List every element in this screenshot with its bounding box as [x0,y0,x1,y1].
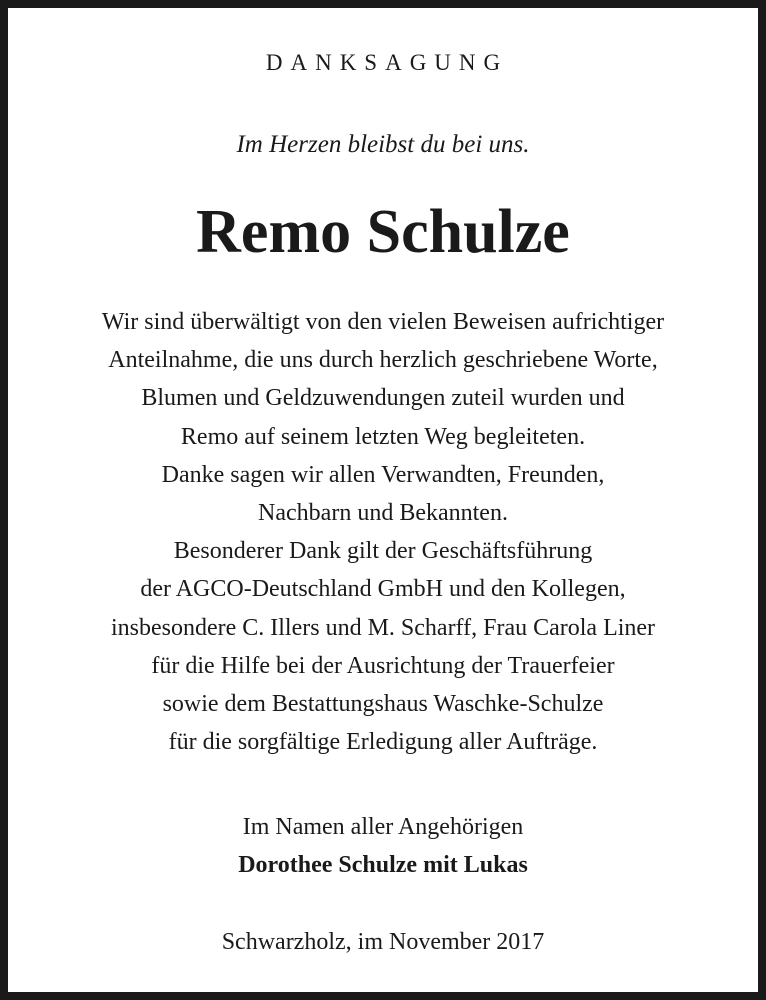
body-line: Anteilnahme, die uns durch herzlich geschriebene Worte, [108,347,658,374]
body-line: Remo auf seinem letzten Weg begleiteten. [180,423,586,450]
body-line: sowie dem Bestattungshaus Waschke-Schulze [162,691,604,718]
place-date: Schwarzholz, im November 2017 [221,929,545,955]
body-line: der AGCO-Deutschland GmbH und den Kollegen, [140,576,626,603]
body-line: Wir sind überwältigt von den vielen Beweisen aufrichtiger [101,309,665,335]
body-line: Nachbarn und Bekannten. [258,500,508,527]
thank-you-text [8,303,758,761]
deceased-name: Remo Schulze [196,198,570,266]
body-line: insbesondere C. Illers und M. Scharff, Frau Carola Liner [110,614,656,641]
notice-heading: DANKSAGUNG [265,50,509,75]
notice-motto: Im Herzen bleibst du bei uns. [236,131,530,158]
body-line: für die sorgfältige Erledigung aller Aufträge. [168,729,598,756]
body-line: für die Hilfe bei der Ausrichtung der Trauerfeier [151,652,615,679]
body-line: Blumen und Geldzuwendungen zuteil wurden und [141,385,625,412]
signer-name: Dorothee Schulze mit Lukas [238,852,528,878]
body-line: Besonderer Dank gilt der Geschäftsführung [173,538,593,565]
closing-line: Im Namen aller Angehörigen [242,814,524,840]
body-line: Danke sagen wir allen Verwandten, Freunden, [161,461,605,488]
